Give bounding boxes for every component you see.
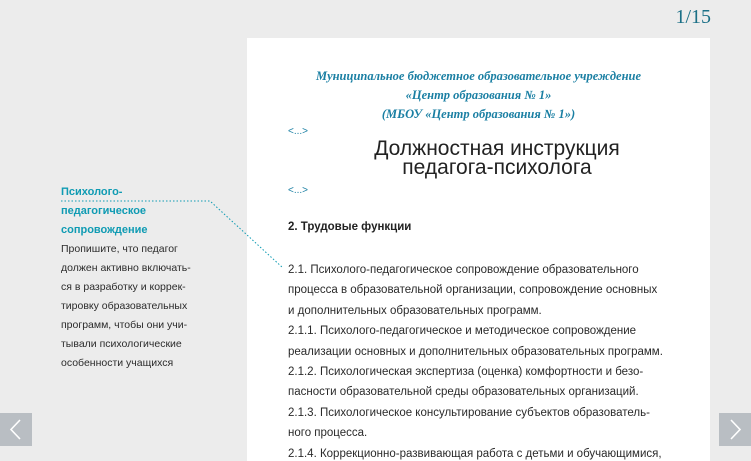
sidebar-note-line: должен активно включать- [61,262,191,274]
sidebar-note-line: тывали психологические [61,338,182,350]
sidebar-note-line: Пропишите, что педагог [61,243,178,255]
body-line: 2.1. Психолого-педагогическое сопровождение образовательного [288,264,639,276]
ellipsis-marker-top: <...> [288,126,309,137]
page-counter: 1/15 [675,6,711,28]
prev-page-button[interactable] [0,413,32,446]
organization-line: «Центр образования № 1» [405,88,552,102]
document-body [288,260,696,461]
sidebar-note-title [61,183,231,240]
sidebar-note [61,183,231,373]
sidebar-note-line: особенности учащихся [61,357,174,369]
body-line: реализации основных и дополнительных образовательных программ. [288,345,663,358]
organization-header [247,67,710,124]
sidebar-note-title-line: педагогическое [61,205,147,217]
body-line: 2.1.2. Психологическая экспертиза (оценка) комфортности и безо- [288,366,644,379]
chevron-right-icon [719,413,751,446]
body-line: 2.1.1. Психолого-педагогическое и методическое сопровождение [288,325,637,338]
sidebar-note-line: ся в разработку и коррек- [61,281,186,293]
document-title-line: педагога-психолога [402,156,592,179]
organization-line: (МБОУ «Центр образования № 1») [381,107,576,121]
ellipsis-marker-bottom: <...> [288,185,309,196]
document-page [247,38,710,461]
body-line: процесса в образовательной организации, сопровождение основных [288,284,658,297]
section-heading: 2. Трудовые функции [288,221,412,233]
sidebar-annotation-panel [40,38,247,461]
sidebar-note-line: программ, чтобы они учи- [61,319,188,331]
organization-line: Муниципальное бюджетное образовательное учреждение [315,69,642,83]
sidebar-note-body [61,240,231,373]
body-line: ного процесса. [288,427,368,440]
document-title-line: Должностная инструкция [374,137,620,160]
document-sheet [40,38,710,461]
document-title [317,139,677,177]
chevron-left-icon [0,413,32,446]
body-line: 2.1.3. Психологическое консультирование субъектов образователь- [288,406,650,419]
body-line: 2.1.4. Коррекционно-развивающая работа с детьми и обучающимися, [288,447,662,460]
sidebar-note-title-line: сопровождение [61,224,148,236]
next-page-button[interactable] [719,413,751,446]
body-line: пасности образовательной среды образовательных организаций. [288,386,639,399]
sidebar-note-line: тировку образовательных [61,300,188,312]
body-line: и дополнительных образовательных программ. [288,304,542,317]
sidebar-note-title-line: Психолого- [61,186,123,198]
